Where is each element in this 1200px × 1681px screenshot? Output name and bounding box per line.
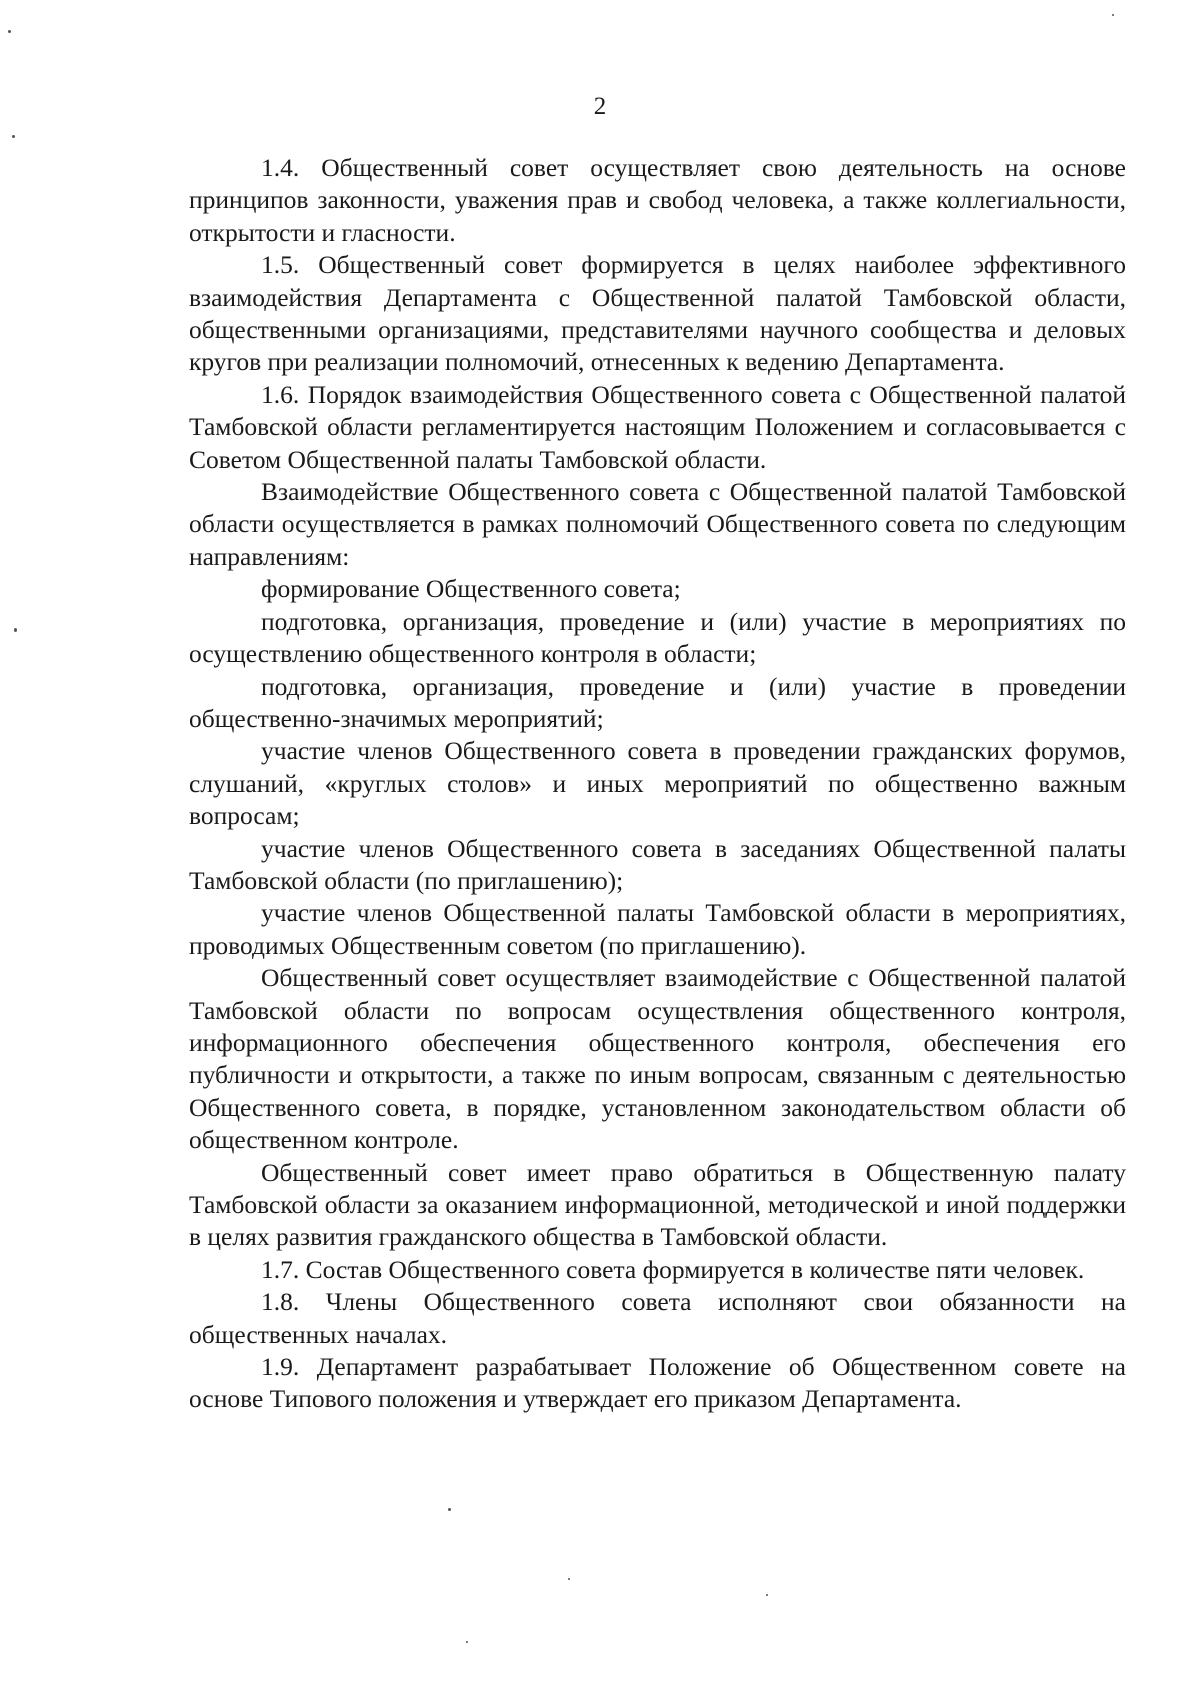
paragraph-1-6: 1.6. Порядок взаимодействия Общественного совета с Общественной палатой Тамбовской области регламентируется настоящим Положением и согласовывается с Советом Общественной палаты Тамбовской области.: [189, 379, 1126, 474]
paragraph-interaction-intro: Взаимодействие Общественного совета с Общественной палатой Тамбовской области осуществляется в рамках полномочий Общественного совета по следующим направлениям:: [189, 477, 1126, 571]
list-item-formation: формирование Общественного совета;: [261, 574, 681, 604]
paragraph-1-7: 1.7. Состав Общественного совета формируется в количестве пяти человек.: [261, 1254, 1085, 1284]
paragraph-support-request: Общественный совет имеет право обратиться в Общественную палату Тамбовской области за оказанием информационной, методической и иной поддержки в целях развития гражданского общества в Тамбовской области.: [189, 1157, 1126, 1252]
list-item-council-events: участие членов Общественной палаты Тамбовской области в мероприятиях, проводимых Общественным советом (по приглашению).: [189, 898, 1126, 960]
list-item-civil-forums: участие членов Общественного совета в проведении гражданских форумов, слушаний, «круглых столов» и иных мероприятий по общественно важным вопросам;: [189, 736, 1126, 831]
paragraph-1-8: 1.8. Члены Общественного совета исполняют свои обязанности на общественных началах.: [189, 1287, 1126, 1349]
paragraph-1-9: 1.9. Департамент разрабатывает Положение об Общественном совете на основе Типового положения и утверждает его приказом Департамента.: [189, 1352, 1126, 1414]
paragraph-interaction-topics: Общественный совет осуществляет взаимодействие с Общественной палатой Тамбовской области по вопросам осуществления общественного контроля, информационного обеспечения общественного контроля, обеспечения его публичности и открытости, а также по иным вопросам, связанным с деятельностью Общественного совета, в порядке, установленном законодательством области об общественном контроле.: [189, 963, 1126, 1155]
list-item-significant-events: подготовка, организация, проведение и (или) участие в проведении общественно-значимых мероприятий;: [189, 671, 1126, 733]
paragraph-1-5: 1.5. Общественный совет формируется в целях наиболее эффективного взаимодействия Департамента с Общественной палатой Тамбовской области, общественными организациями, представителями научного сообщества и деловых кругов при реализации полномочий, отнесенных к ведению Департамента.: [189, 250, 1126, 377]
list-item-public-control: подготовка, организация, проведение и (или) участие в мероприятиях по осуществлению общественного контроля в области;: [189, 606, 1126, 669]
page-number: 2: [593, 93, 607, 120]
document-body: [189, 152, 1126, 1416]
list-item-chamber-meetings: участие членов Общественного совета в заседаниях Общественной палаты Тамбовской области (по приглашению);: [189, 833, 1126, 895]
paragraph-1-4: 1.4. Общественный совет осуществляет свою деятельность на основе принципов законности, уважения прав и свобод человека, а также коллегиальности, открытости и гласности.: [189, 153, 1126, 247]
